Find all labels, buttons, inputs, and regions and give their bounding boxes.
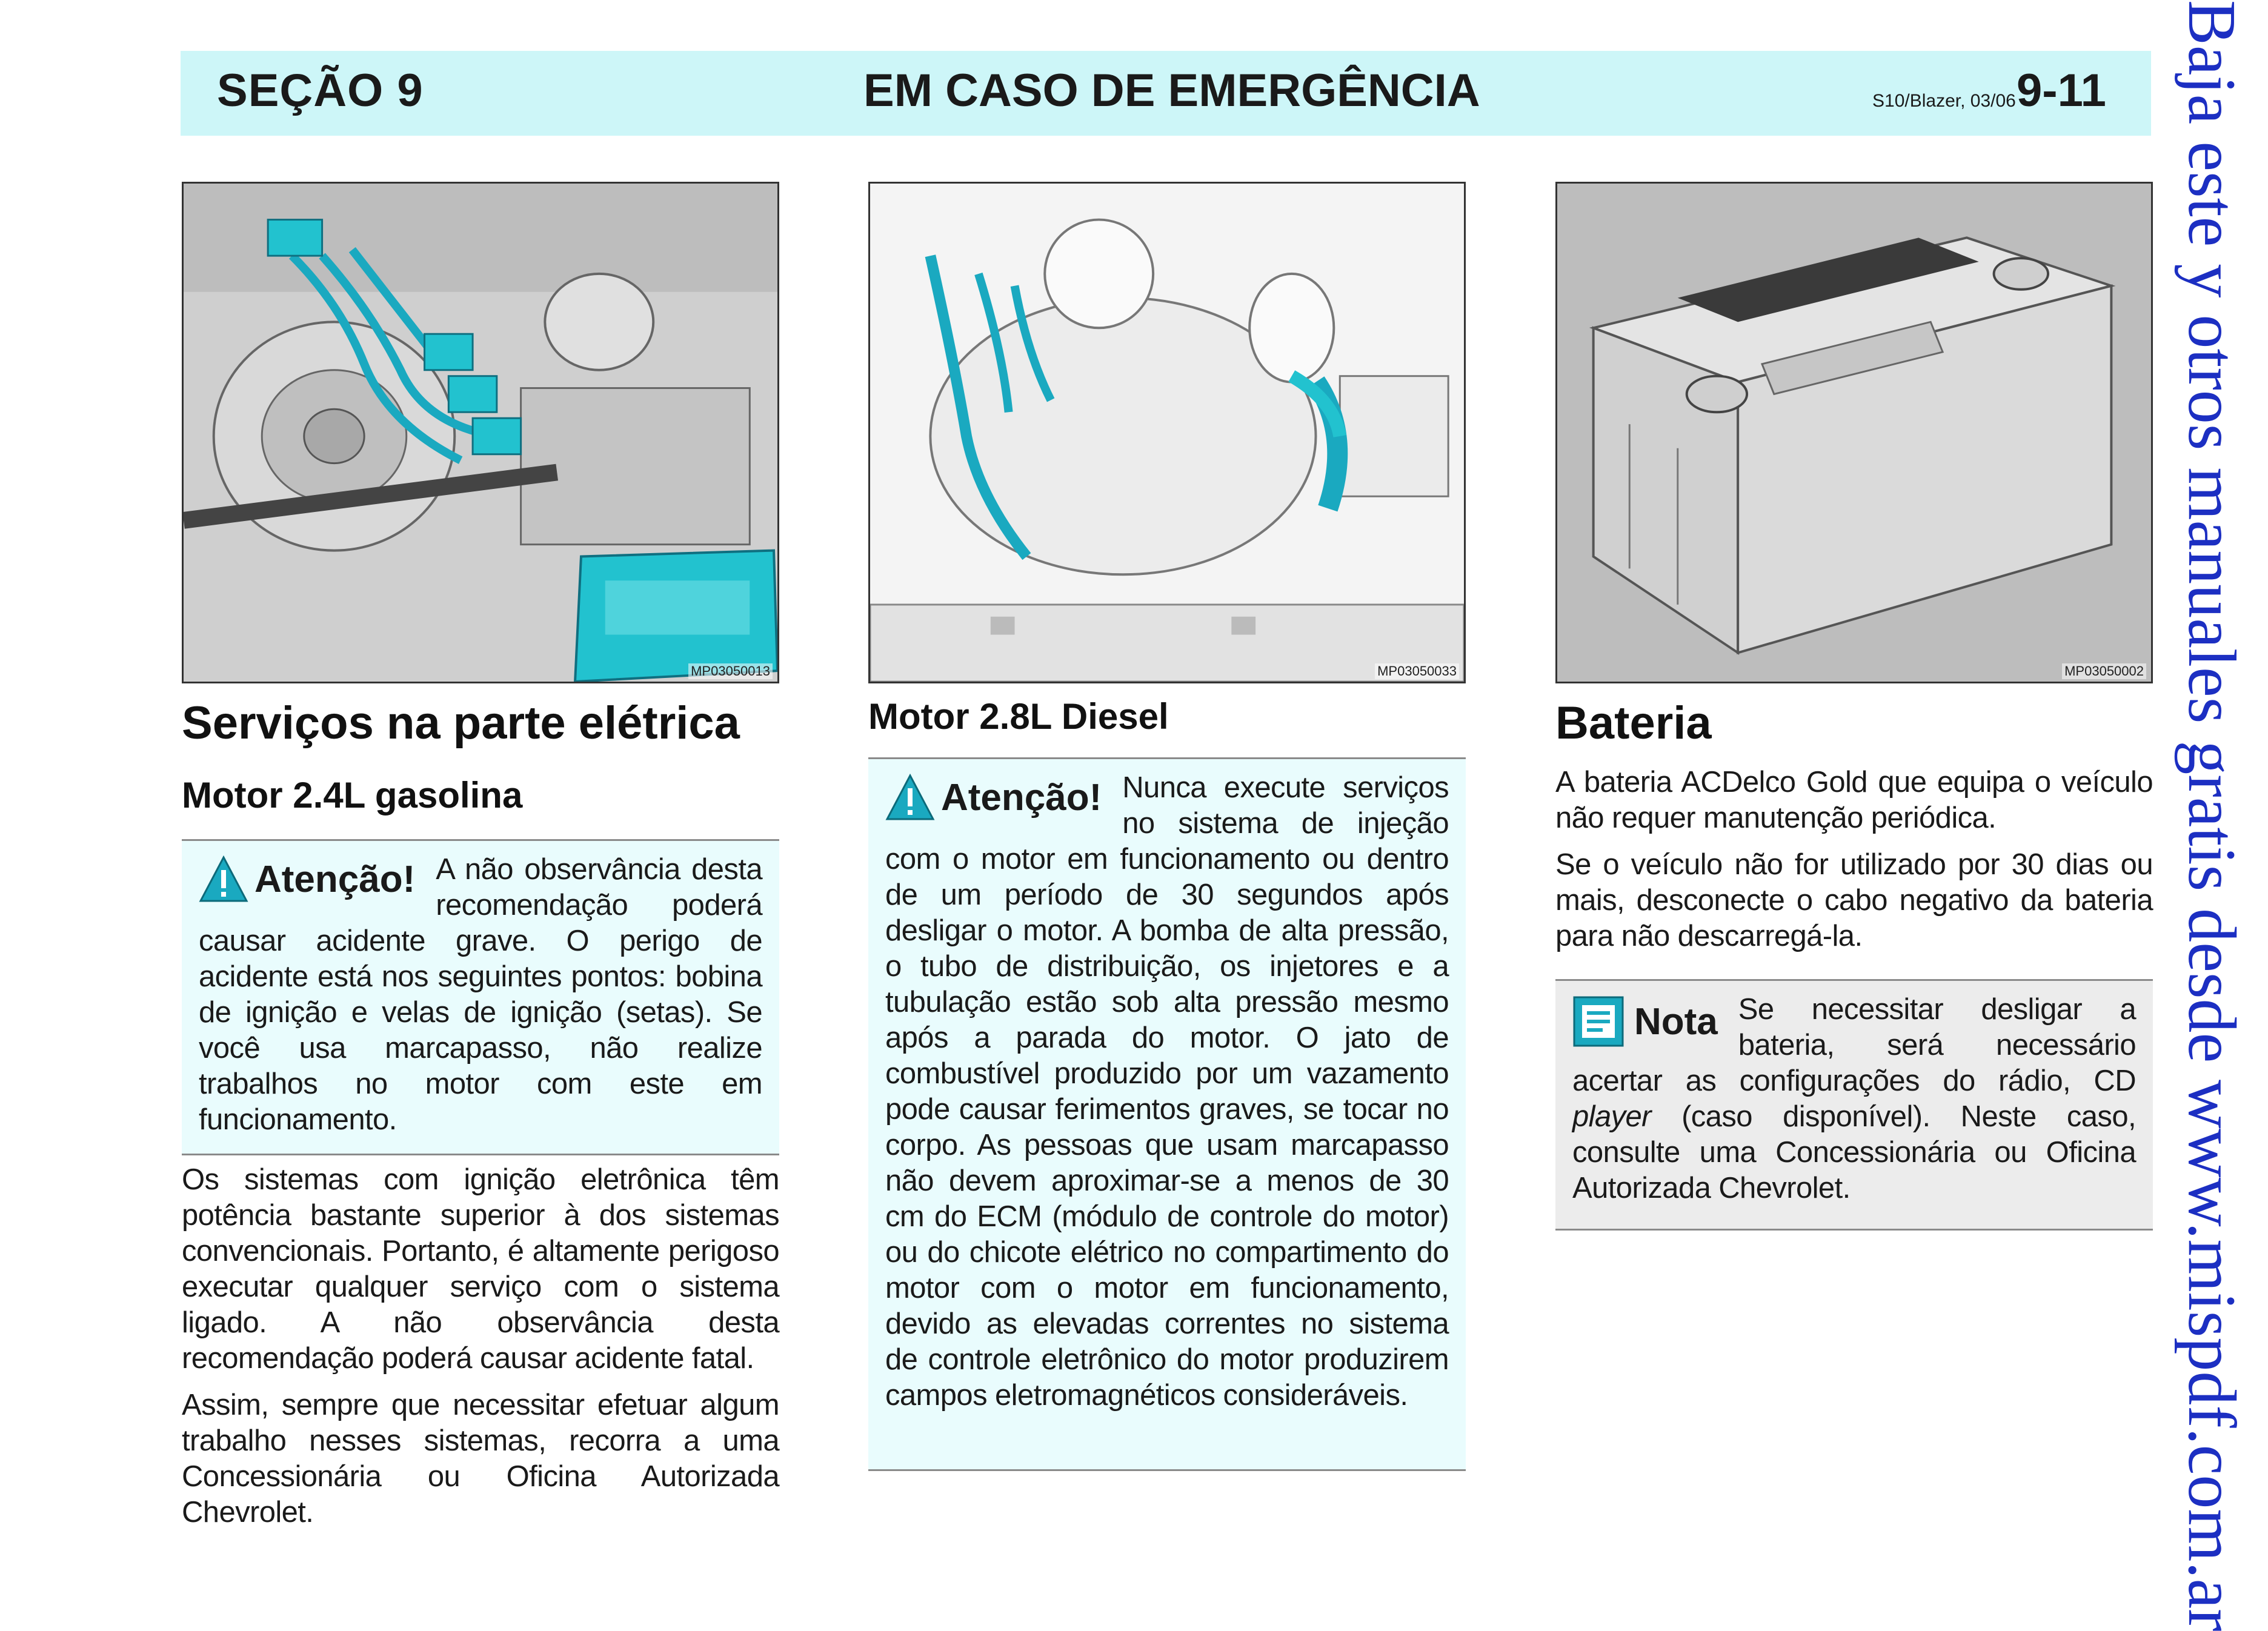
engine-illustration-icon — [184, 184, 777, 682]
note-icon — [1572, 995, 1625, 1048]
section-label: SEÇÃO 9 — [217, 65, 424, 116]
warning-header — [199, 855, 415, 903]
paragraph: A bateria ACDelco Gold que equipa o veículo não requer manutenção periódica. — [1555, 766, 2153, 834]
warning-box-gasoline — [182, 839, 779, 1155]
note-box — [1555, 979, 2153, 1231]
page-header — [181, 51, 2151, 136]
warning-header — [885, 774, 1102, 821]
warning-text: Nunca execute serviços no sistema de injeção com o motor em funcionamento ou dentro de um período de 30 segundos após desligar o motor. A bomba de alta pressão, o tubo de distribuição, os injetores e a tubulação estão sob alta pressão mesmo após a parada do motor. O jato de combustível produzido por um vazamento pode causar ferimentos graves, se tocar no corpo. As pessoas que usam marcapasso não devem aproximar-se a menos de 30 cm do ECM (módulo de controle do motor) ou do chicote elétrico no compartimento do motor com o motor em funcionamento, devido as elevadas correntes no sistema de controle eletrônico do motor produzirem campos eletromagnéticos consideráveis. — [885, 771, 1449, 1412]
figure-code: MP03050002 — [2062, 663, 2146, 679]
note-label: Nota — [1634, 1000, 1718, 1043]
note-text-italic: player — [1572, 1100, 1651, 1133]
warning-label: Atenção! — [254, 858, 416, 900]
subheading-gasoline: Motor 2.4L gasolina — [182, 775, 523, 815]
note-text: Se necessitar desligar a bateria, será necessário acertar as configurações do rádio, CD — [1572, 993, 2136, 1097]
battery-illustration-icon — [1557, 184, 2151, 682]
page-number: 9-11 — [2017, 65, 2106, 116]
paragraph: Assim, sempre que necessitar efetuar algum trabalho nesses sistemas, recorra a uma Concessionária ou Oficina Autorizada Chevrolet. — [182, 1389, 779, 1529]
figure-code: MP03050033 — [1375, 663, 1459, 679]
warning-triangle-icon — [199, 855, 248, 903]
watermark-text: Baja este y otros manuales gratis desde www.mispdf.com.ar — [2174, 0, 2249, 1631]
warning-label: Atenção! — [941, 776, 1102, 819]
subheading-diesel: Motor 2.8L Diesel — [868, 696, 1169, 737]
body-text-col3 — [1555, 765, 2153, 965]
body-text-col1 — [182, 1162, 779, 1541]
warning-triangle-icon — [885, 774, 935, 821]
figure-engine-gasoline — [182, 182, 779, 683]
engine-illustration-icon — [870, 184, 1464, 682]
heading-battery: Bateria — [1555, 697, 1712, 749]
paragraph: Os sistemas com ignição eletrônica têm potência bastante superior à dos sistemas convencionais. Portanto, é altamente perigoso executar qualquer serviço com o sistema ligado. A não observância desta recomendação poderá causar acidente fatal. — [182, 1163, 779, 1375]
figure-code: MP03050013 — [688, 663, 773, 679]
note-header — [1572, 995, 1718, 1048]
warning-text: A não observância desta recomendação poderá causar acidente grave. O perigo de acidente está nos seguintes pontos: bobina de ignição e velas de ignição (setas). Se você usa marcapasso, não realize trabalhos no motor com este em funcionamento. — [199, 853, 762, 1136]
heading-electrical-services: Serviços na parte elétrica — [182, 697, 740, 749]
edition-label: S10/Blazer, 03/06 — [1872, 91, 2016, 111]
warning-box-diesel — [868, 757, 1466, 1471]
figure-engine-diesel — [868, 182, 1466, 683]
note-text: (caso disponível). Neste caso, consulte uma Concessionária ou Oficina Autorizada Chevrolet. — [1572, 1100, 2136, 1204]
figure-battery — [1555, 182, 2153, 683]
paragraph: Se o veículo não for utilizado por 30 dias ou mais, desconecte o cabo negativo da bateria para não descarregá-la. — [1555, 848, 2153, 952]
page-title: EM CASO DE EMERGÊNCIA — [863, 65, 1480, 116]
